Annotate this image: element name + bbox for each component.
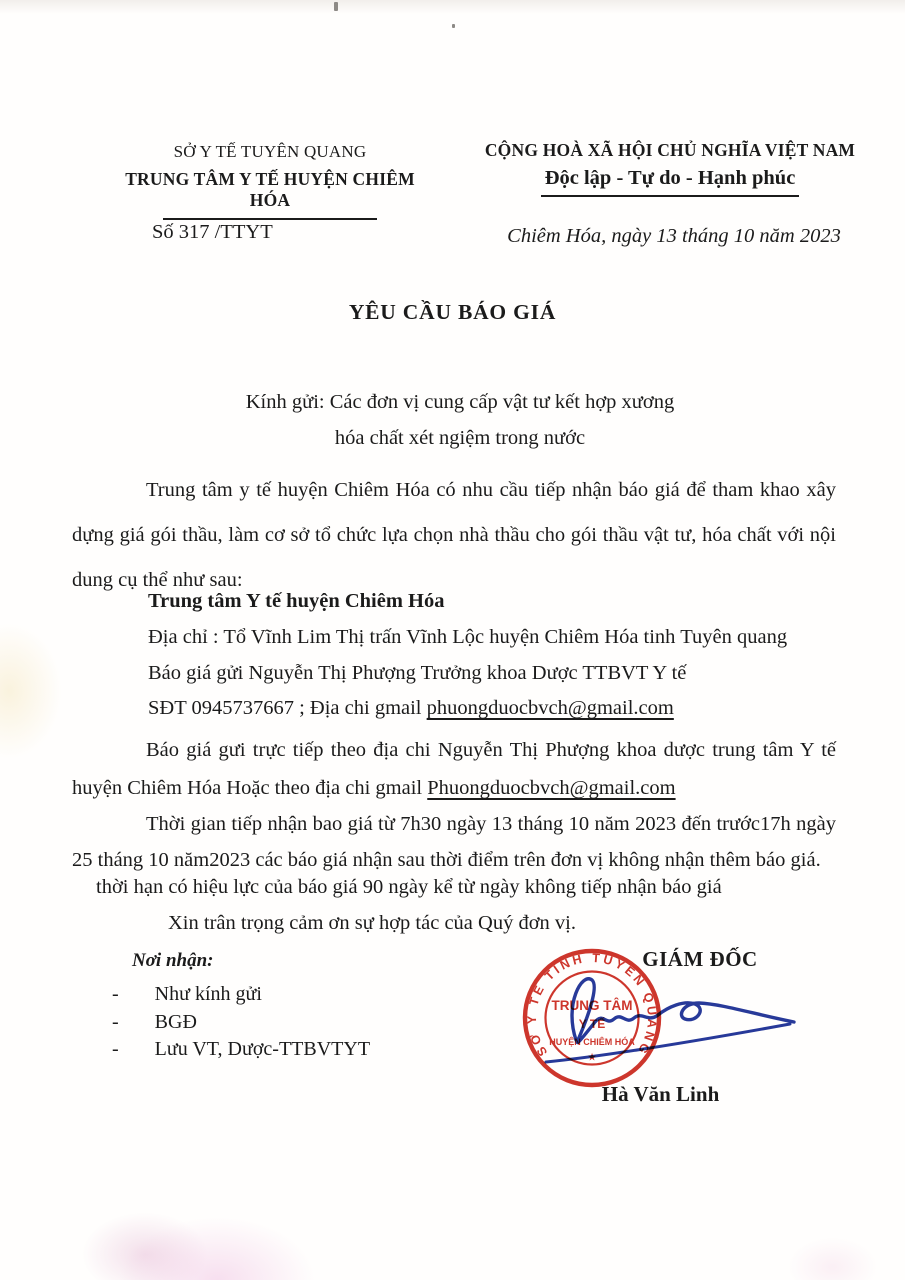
paragraph-thanks: Xin trân trọng cảm ơn sự hợp tác của Quý đơn vị. xyxy=(168,912,576,934)
phone-text: SĐT 0945737667 ; Địa chi gmail xyxy=(148,697,427,719)
scan-speck xyxy=(452,24,455,28)
stamp-ring-text: SỞ Y TẾ TỈNH TUYÊN QUANG xyxy=(524,950,660,1059)
email-address-2: Phuongduocbvch@gmail.com xyxy=(427,777,676,799)
dash: - xyxy=(112,983,119,1005)
signature-stroke xyxy=(572,979,794,1043)
signer-name: Hà Văn Linh xyxy=(601,1082,720,1106)
national-motto: Độc lập - Tự do - Hạnh phúc xyxy=(544,167,796,189)
stamp-center-line-2: Y TẾ xyxy=(578,1017,606,1031)
place-date-line: Chiêm Hóa, ngày 13 tháng 10 năm 2023 xyxy=(507,225,841,247)
paragraph-delivery xyxy=(72,731,836,807)
list-item xyxy=(112,981,370,1009)
dash: - xyxy=(112,1010,119,1033)
stamp-center-line-1: TRUNG TÂM xyxy=(551,998,633,1013)
address-line: Địa chỉ : Tổ Vĩnh Lim Thị trấn Vĩnh Lộc huyện Chiêm Hóa tinh Tuyên quang xyxy=(148,626,788,648)
recipients-label: Nơi nhận: xyxy=(132,950,214,971)
dash: - xyxy=(112,1038,119,1060)
scan-speck xyxy=(334,2,338,11)
paragraph-intro: Trung tâm y tế huyện Chiêm Hóa có nhu cầu tiếp nhận báo giá để tham khao xây dựng giá gói thầu, làm cơ sở tổ chức lựa chọn nhà thầu cho gói thầu vật tư, hóa chất với nội dung cụ thể như sau: xyxy=(72,479,836,591)
document-number: Số 317 /TTYT xyxy=(152,221,273,243)
recipient-1: Như kính gửi xyxy=(154,983,262,1005)
stamp-star-icon: ★ xyxy=(587,1052,597,1062)
document-title: YÊU CẦU BÁO GIÁ xyxy=(348,300,557,324)
delivery-text: Báo giá gưi trực tiếp theo địa chi Nguyễn Thị Phượng khoa dược trung tâm Y tế huyện Chiêm Hóa Hoặc theo địa chi gmail xyxy=(72,739,836,799)
salutation-line-1: Kính gửi: Các đơn vị cung cấp vật tư kết hợp xương xyxy=(245,391,675,413)
agency-underline xyxy=(163,218,377,220)
issuing-agency-block xyxy=(104,142,436,220)
national-title: CỘNG HOÀ XÃ HỘI CHỦ NGHĨA VIỆT NAM xyxy=(484,140,856,160)
list-item xyxy=(112,1009,370,1037)
contact-line: Báo giá gửi Nguyễn Thị Phượng Trưởng khoa Dược TTBVT Y tế xyxy=(148,662,687,684)
email-address-1: phuongduocbvch@gmail.com xyxy=(426,697,674,719)
paragraph-deadline: Thời gian tiếp nhận bao giá từ 7h30 ngày 13 tháng 10 năm 2023 đến trước17h ngày 25 tháng 10 năm2023 các báo giá nhận sau thời điểm trên đơn vị không nhận thêm báo giá. xyxy=(72,813,836,871)
recipient-3: Lưu VT, Dược-TTBVTYT xyxy=(154,1038,371,1060)
salutation xyxy=(30,384,890,456)
org-name-line: Trung tâm Y tế huyện Chiêm Hóa xyxy=(148,590,445,612)
paragraph-validity: thời hạn có hiệu lực của báo giá 90 ngày kể từ ngày không tiếp nhận báo giá xyxy=(96,876,722,898)
salutation-line-2: hóa chất xét ngiệm trong nước xyxy=(334,427,586,449)
list-item xyxy=(112,1036,370,1064)
national-motto-block xyxy=(452,140,888,197)
recipients-list xyxy=(112,981,370,1064)
phone-email-line xyxy=(148,697,674,720)
parent-agency-name: SỞ Y TẾ TUYÊN QUANG xyxy=(173,142,367,161)
handwritten-signature xyxy=(532,952,808,1072)
recipient-2: BGĐ xyxy=(154,1010,197,1033)
stamp-center-line-3: HUYỆN CHIÊM HÓA xyxy=(549,1037,635,1047)
motto-underline xyxy=(541,195,799,197)
agency-name: TRUNG TÂM Y TẾ HUYỆN CHIÊM HÓA xyxy=(125,169,415,210)
signer-title: GIÁM ĐỐC xyxy=(642,947,758,971)
